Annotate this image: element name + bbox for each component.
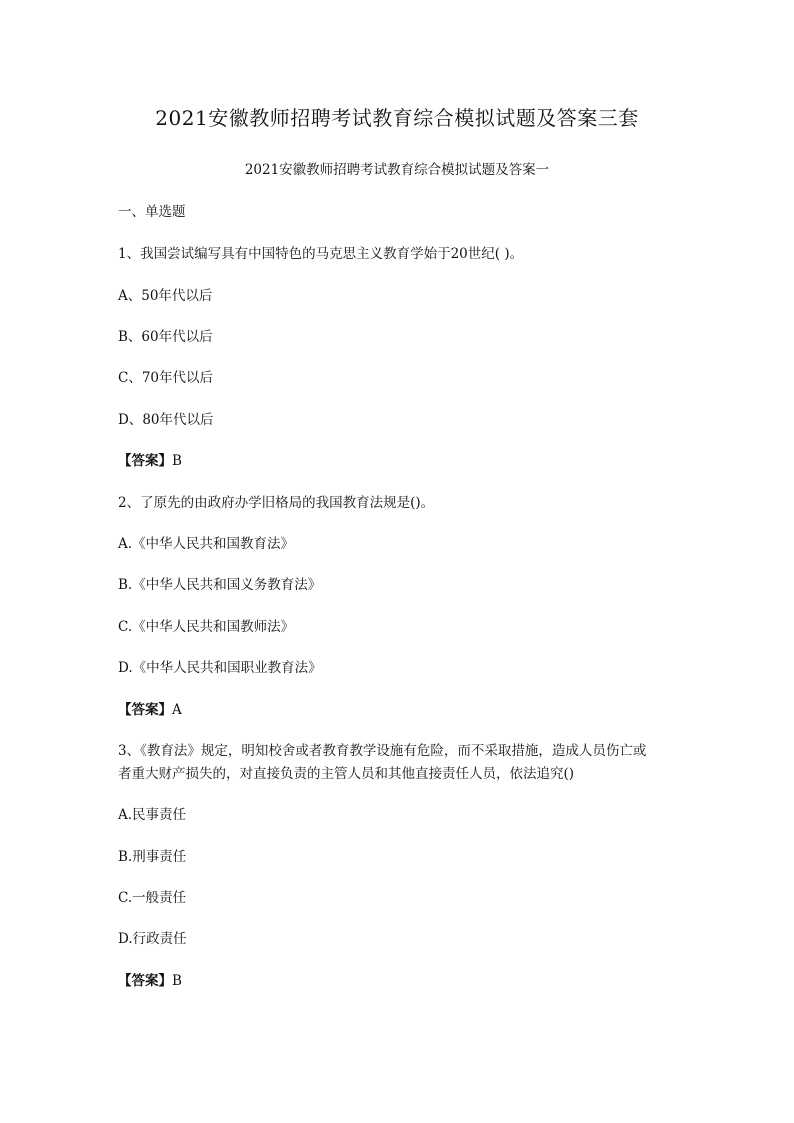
answer-label: 【答案】	[118, 453, 172, 469]
question-3-option-a: A.民事责任	[118, 807, 187, 823]
section-heading: 一、单选题	[118, 204, 186, 220]
question-3-option-b: B.刑事责任	[118, 849, 187, 865]
question-1-stem: 1、我国尝试编写具有中国特色的马克思主义教育学始于20世纪( )。	[118, 246, 524, 262]
question-2-option-c: C.《中华人民共和国教师法》	[118, 619, 295, 635]
question-1-option-d: D、80年代以后	[118, 412, 214, 428]
question-1-option-b: B、60年代以后	[118, 329, 213, 345]
document-title: 2021安徽教师招聘考试教育综合模拟试题及答案三套	[155, 106, 639, 130]
question-2-option-d: D.《中华人民共和国职业教育法》	[118, 660, 322, 676]
answer-value: A	[172, 702, 182, 718]
question-1-option-a: A、50年代以后	[118, 288, 213, 304]
question-3-answer	[118, 971, 698, 991]
question-3-stem-line-2: 者重大财产损失的，对直接负责的主管人员和其他直接责任人员，依法追究()	[118, 766, 575, 782]
answer-label: 【答案】	[118, 973, 172, 989]
answer-value: B	[172, 973, 182, 989]
question-2-option-b: B.《中华人民共和国义务教育法》	[118, 577, 322, 593]
question-3-stem-line-1: 3、《教育法》规定，明知校舍或者教育教学设施有危险，而不采取措施，造成人员伤亡或	[118, 743, 647, 759]
question-3-option-d: D.行政责任	[118, 931, 187, 947]
question-3-option-c: C.一般责任	[118, 890, 187, 906]
question-2-answer	[118, 700, 698, 720]
answer-value: B	[172, 453, 182, 469]
document-subtitle: 2021安徽教师招聘考试教育综合模拟试题及答案一	[244, 162, 550, 178]
answer-label: 【答案】	[118, 702, 172, 718]
question-1-option-c: C、70年代以后	[118, 370, 214, 386]
question-1-answer	[118, 451, 698, 471]
question-2-stem: 2、了原先的由政府办学旧格局的我国教育法规是()。	[118, 495, 435, 511]
question-2-option-a: A.《中华人民共和国教育法》	[118, 536, 295, 552]
